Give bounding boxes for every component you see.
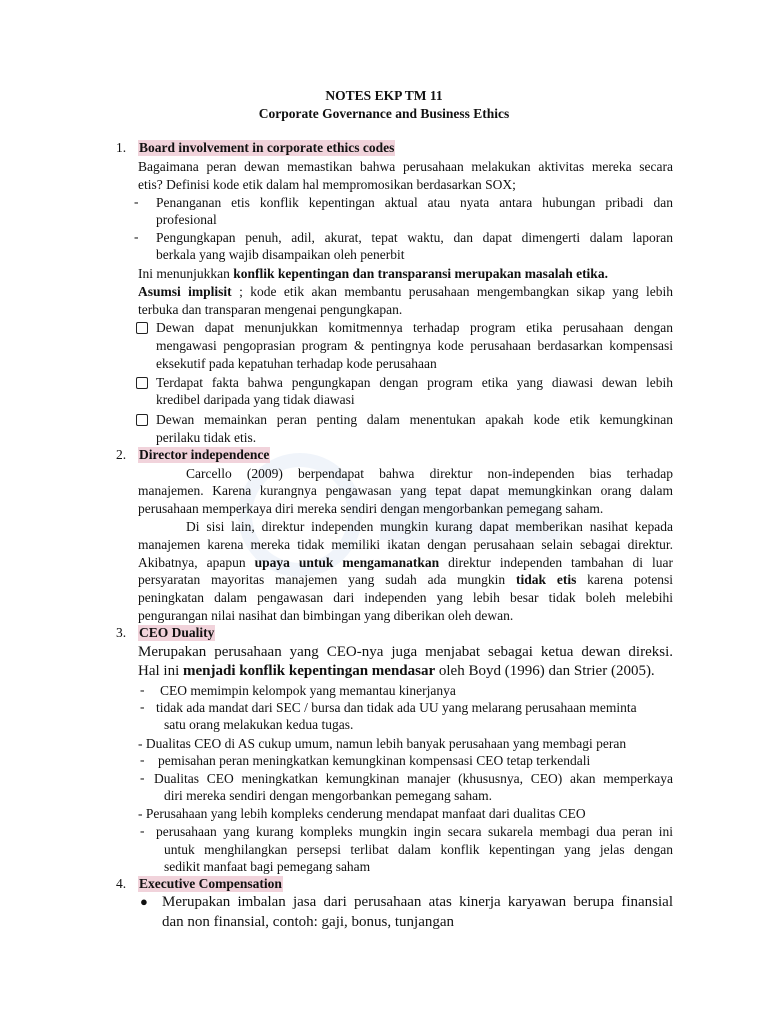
s3-dash-item: tidak ada mandat dari SEC / bursa dan tidak ada UU yang melarang perusahaan meminta: [156, 700, 637, 715]
dash-marker: -: [134, 194, 139, 209]
document-title: NOTES EKP TM 11: [325, 88, 443, 103]
s1-dash-item: berkala yang wajib disampaikan oleh penerbit: [156, 247, 405, 262]
bullet-marker: ●: [140, 894, 148, 909]
s3-dash-item: CEO memimpin kelompok yang memantau kinerjanya: [160, 683, 456, 698]
s4-bullet-item: Merupakan imbalan jasa dari perusahaan atas kinerja karyawan berupa finansial: [162, 894, 673, 910]
s1-check-item: kredibel daripada yang tidak diawasi: [156, 392, 355, 407]
s1-para-line: etis? Definisi kode etik dalam hal mempromosikan berdasarkan SOX;: [138, 177, 516, 192]
section-4-number: 4.: [116, 876, 127, 891]
s2-para-line: pengurangan nilai nasihat dan bimbingan yang diberikan oleh dewan.: [138, 608, 514, 623]
section-2-number: 2.: [116, 447, 127, 462]
s2-para-line: Akibatnya, apapun upaya untuk mengamanatkan direktur independen tambahan di luar: [138, 555, 674, 570]
s3-dash-item: pemisahan peran meningkatkan kemungkinan kompensasi CEO tetap terkendali: [158, 753, 591, 768]
checkbox[interactable]: [136, 414, 148, 426]
s1-dash-item: Pengungkapan penuh, adil, akurat, tepat waktu, dan dapat dimengerti dalam laporan: [156, 230, 673, 245]
s2-para-line: manajemen. Karena kurangnya pengawasan yang tepat dapat memungkinkan orang dalam: [138, 483, 673, 498]
s1-dash-item: Penanganan etis konflik kepentingan aktual atau nyata antara hubungan pribadi dan: [156, 195, 673, 210]
section-1-heading: Board involvement in corporate ethics codes: [139, 140, 395, 155]
dash-marker: -: [140, 699, 145, 714]
dash-marker: -: [140, 770, 145, 785]
dash-marker: -: [140, 682, 145, 697]
s1-assumption: Asumsi implisit ; kode etik akan membantu perusahaan mengembangkan sikap yang lebih: [138, 284, 673, 299]
s1-implication: Ini menunjukkan konflik kepentingan dan transparansi merupakan masalah etika.: [138, 266, 608, 281]
s3-dash-item: sedikit manfaat bagi pemegang saham: [164, 859, 371, 874]
section-1-number: 1.: [116, 140, 127, 155]
s3-dash-item: perusahaan yang kurang kompleks mungkin ingin secara sukarela membagi dua peran ini: [156, 824, 673, 839]
checkbox[interactable]: [136, 322, 148, 334]
s2-para-line: peningkatan dalam pengawasan dari independen yang lebih besar tidak boleh melebihi: [138, 590, 673, 605]
checkbox[interactable]: [136, 377, 148, 389]
section-4-heading: Executive Compensation: [139, 876, 282, 891]
s1-check-item: mengawasi pengoprasian program & pentingnya kode perusahaan berdasarkan kompensasi: [156, 338, 673, 353]
section-2-heading: Director independence: [139, 447, 270, 462]
s3-dash-item: - Perusahaan yang lebih kompleks cenderung mendapat manfaat dari dualitas CEO: [138, 806, 586, 821]
s1-para-line: Bagaimana peran dewan memastikan bahwa perusahaan melakukan aktivitas mereka secara: [138, 159, 673, 174]
s3-dash-item: diri mereka sendiri dengan mengorbankan pemegang saham.: [164, 788, 493, 803]
s1-dash-item: profesional: [156, 212, 217, 227]
dash-marker: -: [140, 752, 145, 767]
s2-para-line: Di sisi lain, direktur independen mungkin kurang dapat memberikan nasihat kepada: [186, 519, 673, 534]
s3-dash-item: satu orang melakukan kedua tugas.: [164, 717, 354, 732]
s1-assumption: terbuka dan transparan mengenai pengungkapan.: [138, 302, 403, 317]
s2-para-line: perusahaan memperkaya diri mereka sendiri dengan mengorbankan pemegang saham.: [138, 501, 604, 516]
s4-bullet-item: dan non finansial, contoh: gaji, bonus, tunjangan: [162, 914, 455, 930]
s3-dash-item: Dualitas CEO meningkatkan kemungkinan manajer (khususnya, CEO) akan memperkaya: [154, 771, 673, 786]
section-3-number: 3.: [116, 625, 127, 640]
document-subtitle: Corporate Governance and Business Ethics: [258, 106, 510, 121]
dash-marker: -: [134, 229, 139, 244]
section-3-heading: CEO Duality: [139, 625, 215, 640]
s3-para-line: Hal ini menjadi konflik kepentingan mendasar oleh Boyd (1996) dan Strier (2005).: [138, 663, 655, 679]
s3-dash-item: - Dualitas CEO di AS cukup umum, namun lebih banyak perusahaan yang membagi peran: [138, 736, 627, 751]
s2-para-line: manajemen karena mereka tidak memiliki ikatan dengan perusahaan selain sebagai direktur.: [138, 537, 673, 552]
s2-para-line: Carcello (2009) berpendapat bahwa direktur non-independen bias terhadap: [186, 466, 673, 481]
s1-check-item: Terdapat fakta bahwa pengungkapan dengan program etika yang diawasi dewan lebih: [156, 375, 673, 390]
s3-para-line: Merupakan perusahaan yang CEO-nya juga menjabat sebagai ketua dewan direksi.: [138, 644, 673, 660]
s1-check-item: perilaku tidak etis.: [156, 430, 257, 445]
s1-check-item: Dewan dapat menunjukkan komitmennya terhadap program etika perusahaan dengan: [156, 320, 673, 335]
s1-check-item: Dewan memainkan peran penting dalam menentukan apakah kode etik kemungkinan: [156, 412, 673, 427]
s2-para-line: persyaratan mayoritas manajemen yang sudah ada mungkin tidak etis karena potensi: [138, 572, 673, 587]
dash-marker: -: [140, 823, 145, 838]
s3-dash-item: untuk menghilangkan persepsi terlibat dalam konflik kepentingan yang jelas dengan: [164, 842, 673, 857]
s1-check-item: eksekutif pada kepatuhan terhadap kode perusahaan: [156, 356, 437, 371]
